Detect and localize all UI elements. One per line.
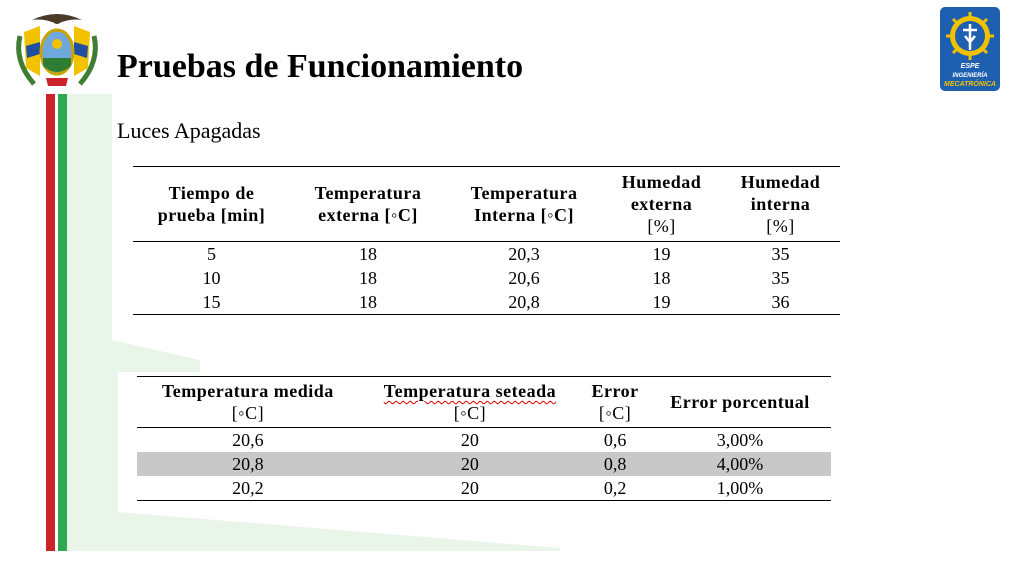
table-cell: 20,3 bbox=[508, 244, 540, 264]
header-cell-test-time: Tiempo de prueba [min] bbox=[157, 183, 266, 225]
table-cell: 36 bbox=[771, 292, 790, 312]
coat-of-arms-icon bbox=[10, 6, 104, 92]
table-cell: 15 bbox=[202, 292, 221, 312]
header-cell-external-temperature: Temperatura externa [◦C] bbox=[314, 183, 422, 225]
table-cell: 35 bbox=[771, 268, 790, 288]
table-cell: 18 bbox=[359, 292, 377, 312]
table-cell: 35 bbox=[771, 244, 790, 264]
table-cell: 20 bbox=[460, 430, 479, 450]
table-cell: 3,00% bbox=[716, 430, 764, 450]
header-cell-percent-error: Error porcentual bbox=[670, 392, 810, 412]
table-row bbox=[133, 242, 840, 267]
table-header-row bbox=[133, 167, 840, 242]
table-cell: 20 bbox=[460, 478, 479, 498]
table-row bbox=[137, 428, 831, 453]
svg-text:INGENIERÍA: INGENIERÍA bbox=[952, 73, 988, 79]
table-cell: 0,2 bbox=[603, 478, 627, 498]
table-cell: 0,6 bbox=[603, 430, 627, 450]
table-cell: 1,00% bbox=[716, 478, 764, 498]
table-cell: 18 bbox=[359, 268, 377, 288]
table-cell: 18 bbox=[652, 268, 671, 288]
slide-title: Pruebas de Funcionamiento bbox=[117, 48, 524, 85]
slide-subtitle: Luces Apagadas bbox=[117, 118, 261, 143]
header-cell-measured-temperature: Temperatura medida [◦C] bbox=[161, 381, 334, 423]
flag-stripe-green bbox=[58, 94, 67, 551]
table-row bbox=[133, 290, 840, 315]
table-cell: 19 bbox=[652, 292, 671, 312]
table-header-row bbox=[137, 377, 831, 428]
table-row bbox=[137, 452, 831, 476]
table-cell: 20,2 bbox=[232, 478, 264, 498]
error-table bbox=[137, 376, 831, 501]
table-cell: 20,8 bbox=[508, 292, 540, 312]
flag-stripe-red bbox=[46, 94, 55, 551]
table-row bbox=[137, 476, 831, 501]
espe-mecatronica-logo-icon bbox=[939, 6, 1001, 92]
header-cell-set-temperature: Temperatura seteada [◦C] bbox=[383, 381, 557, 423]
table-row bbox=[133, 266, 840, 290]
table-cell: 20 bbox=[359, 452, 581, 476]
table-cell: 19 bbox=[652, 244, 671, 264]
table-cell: 0,8 bbox=[581, 452, 649, 476]
test-results-table bbox=[133, 166, 840, 315]
svg-text:ESPE: ESPE bbox=[960, 63, 980, 70]
table-cell: 20,6 bbox=[508, 268, 540, 288]
table-cell: 5 bbox=[206, 244, 216, 264]
header-cell-error: Error [◦C] bbox=[591, 381, 639, 423]
table-cell: 20,6 bbox=[232, 430, 264, 450]
table-cell: 18 bbox=[359, 244, 377, 264]
table-cell: 10 bbox=[202, 268, 221, 288]
header-cell-external-humidity: Humedad externa [%] bbox=[621, 172, 702, 236]
header-cell-internal-temperature: Temperatura Interna [◦C] bbox=[470, 183, 578, 225]
header-cell-internal-humidity: Humedad interna [%] bbox=[740, 172, 821, 236]
table-cell: 20,8 bbox=[137, 452, 359, 476]
table-cell: 4,00% bbox=[649, 452, 831, 476]
svg-text:MECATRÓNICA: MECATRÓNICA bbox=[944, 81, 996, 88]
